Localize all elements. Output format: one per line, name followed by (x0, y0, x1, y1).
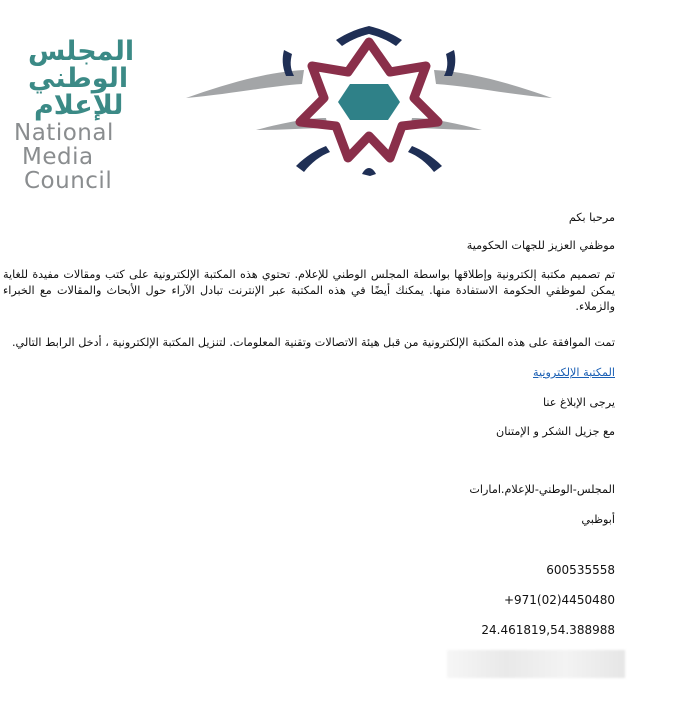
logo-english-line-2: Media (22, 144, 94, 170)
intro-paragraph: تم تصميم مكتبة إلكترونية وإطلاقها بواسطة المجلس الوطني للإعلام. تحتوي هذه المكتبة الإلكترونية على كتب ومقالات مفيدة للغاية يمكن لموظفي الحكومة الاستفادة منها. يمكنك أيضًا في هذه المكتبة عبر الإنترنت تبادل الآراء حول الأبحاث والمقالات مع الخبراء والزملاء. (3, 268, 615, 313)
e-library-link[interactable]: المكتبة الإلكترونية (533, 366, 615, 379)
logo-arabic-line-3: للإعلام (34, 90, 124, 121)
city-name: أبوظبي (581, 513, 615, 526)
addressee: موظفي العزيز للجهات الحكومية (466, 239, 615, 252)
approval-paragraph: تمت الموافقة على هذه المكتبة الإلكترونية من قبل هيئة الاتصالات وتقنية المعلومات. لتنزيل المكتبة الإلكترونية ، أدخل الرابط التالي. (11, 336, 615, 349)
coordinates: 24.461819,54.388988 (481, 623, 615, 637)
council-emblem-icon (186, 26, 552, 176)
thanks-line: مع جزيل الشكر و الإمتنان (496, 425, 615, 438)
logo-english-line-3: Council (24, 168, 113, 194)
blurred-footer-image (447, 650, 625, 678)
phone-number-1: 600535558 (546, 563, 615, 577)
notify-line: يرجى الإبلاغ عنا (542, 396, 615, 409)
phone-number-2: +971(02)4450480 (503, 593, 615, 607)
logo-wordmark (14, 38, 184, 193)
organization-name: المجلس-الوطني-للإعلام.امارات (469, 483, 615, 496)
logo-arabic-line-2: الوطني (28, 63, 129, 94)
logo-english-line-1: National (14, 120, 114, 146)
greeting: مرحبا بكم (568, 211, 615, 224)
letterhead (0, 0, 693, 200)
logo-arabic-line-1: المجلس (28, 36, 135, 67)
